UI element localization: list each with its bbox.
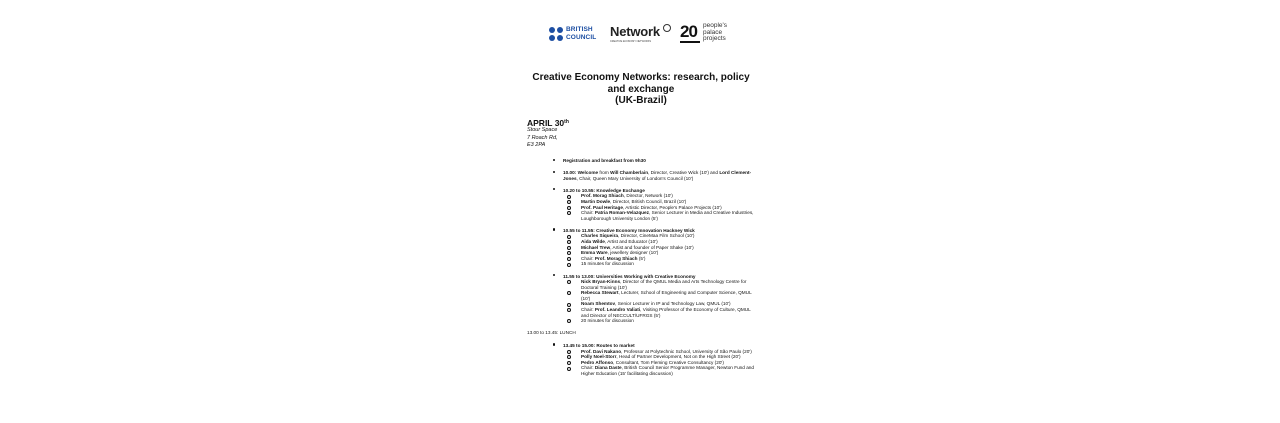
speaker-name: Diana Daste bbox=[594, 365, 622, 371]
speaker-name: Will Chamberlain bbox=[610, 170, 649, 176]
circle-bullet-icon bbox=[567, 257, 571, 261]
programme-welcome bbox=[527, 170, 757, 181]
speaker-name: Nick Bryan-Kinns bbox=[581, 279, 621, 285]
speaker-role: , Consultant, Tom Fleming Creative Consultancy (20') bbox=[613, 359, 724, 365]
speaker-item bbox=[563, 290, 754, 301]
circle-bullet-icon bbox=[567, 206, 571, 210]
circle-bullet-icon bbox=[567, 308, 571, 312]
title-line-3: (UK-Brazil) bbox=[615, 95, 667, 106]
session-speaker-list bbox=[563, 349, 754, 377]
speaker-item bbox=[563, 307, 754, 318]
speaker-role: , Director, CineMaa Film School (10') bbox=[618, 233, 695, 239]
session-heading: 13.45 to 15.00: Routes to market bbox=[563, 342, 635, 348]
circle-bullet-icon bbox=[567, 367, 571, 371]
circle-bullet-icon bbox=[567, 350, 571, 354]
circle-bullet-icon bbox=[567, 280, 571, 284]
circle-bullet-icon bbox=[567, 211, 571, 215]
speaker-role: , Head of Partner Development, Not on the High Street (20') bbox=[616, 354, 741, 360]
programme-session bbox=[527, 343, 757, 377]
british-council-logo bbox=[549, 26, 601, 42]
speaker-name: Prof. Morag Shiach bbox=[594, 255, 638, 261]
programme-registration bbox=[527, 158, 757, 164]
speaker-item bbox=[563, 365, 754, 376]
speaker-name: Aida Wilde bbox=[581, 239, 605, 245]
logo-bar bbox=[549, 22, 739, 46]
speaker-name: Noam Shemtov bbox=[581, 301, 616, 307]
chair-prefix: Chair: bbox=[581, 307, 595, 313]
venue-name: Stour Space bbox=[527, 127, 558, 133]
speaker-role: , British Council Senior Programme Manager, Newton Fund and Higher Education (15' facilitating discussion) bbox=[581, 365, 755, 376]
circle-bullet-icon bbox=[567, 263, 571, 267]
speaker-name: Prof. Paul Heritage bbox=[581, 204, 623, 210]
speaker-role: , Visiting Professor of the Economy of Culture, QMUL and Director of NECCULT/UFRGS (5') bbox=[581, 307, 751, 318]
speaker-role: , Artistic Director, People's Palace Projects (10') bbox=[622, 204, 722, 210]
session-heading: 11.55 to 13.00: Universities Working with Creative Economy bbox=[563, 273, 696, 279]
circle-bullet-icon bbox=[567, 291, 571, 295]
network-logo bbox=[610, 25, 672, 43]
circle-bullet-icon bbox=[567, 303, 571, 307]
programme-lunch: 13.00 to 13.45: LUNCH bbox=[527, 330, 576, 336]
session-speaker-list bbox=[563, 279, 754, 324]
speaker-role: , Lecturer, School of Engineering and Computer Science, QMUL (10') bbox=[581, 290, 752, 301]
circle-bullet-icon bbox=[567, 361, 571, 365]
peoples-palace-wordmark: people's palace projects bbox=[703, 22, 728, 42]
bullet-icon bbox=[553, 159, 555, 161]
speaker-name: Michael Trew bbox=[581, 244, 611, 250]
network-circle-icon bbox=[663, 24, 671, 32]
british-council-wordmark: BRITISH COUNCIL bbox=[566, 26, 597, 41]
circle-bullet-icon bbox=[567, 319, 571, 323]
speaker-role: , Artist and Educator (10') bbox=[604, 239, 658, 245]
welcome-text: from bbox=[598, 170, 611, 176]
speaker-role: , Professor at Polytechnic School, University of São Paulo (20') bbox=[621, 348, 752, 354]
speaker-role: , Artist and founder of Paper Shake (10') bbox=[610, 244, 694, 250]
welcome-text: , Director, Creative Wick (10') and bbox=[648, 170, 720, 176]
speaker-name: Pedro Affonso bbox=[581, 359, 614, 365]
speaker-item bbox=[563, 261, 754, 267]
session-speaker-list bbox=[563, 193, 754, 221]
document-title bbox=[522, 72, 760, 107]
bullet-icon bbox=[553, 274, 555, 276]
british-council-dots-icon bbox=[549, 27, 564, 42]
speaker-name: Prof. Leandro Valiati bbox=[594, 307, 641, 313]
event-date-suffix: th bbox=[564, 119, 569, 125]
circle-bullet-icon bbox=[567, 251, 571, 255]
programme-session bbox=[527, 188, 757, 222]
circle-bullet-icon bbox=[567, 195, 571, 199]
registration-text: Registration and breakfast from 9h30 bbox=[563, 158, 646, 163]
venue-street: 7 Roach Rd, bbox=[527, 134, 558, 141]
venue-postcode: E3 2PA bbox=[527, 142, 546, 148]
bullet-icon bbox=[553, 188, 555, 190]
chair-prefix: Chair: bbox=[581, 210, 595, 216]
speaker-item bbox=[563, 318, 754, 324]
chair-prefix: Chair: bbox=[581, 365, 595, 371]
speaker-name: Patria Roman-Velazquez bbox=[594, 210, 649, 216]
programme-session bbox=[527, 228, 757, 267]
speaker-name: Prof. Morag Shiach bbox=[581, 193, 624, 199]
peoples-palace-bar bbox=[680, 41, 700, 43]
bullet-icon bbox=[553, 171, 555, 173]
speaker-name: Rebecca Stewart bbox=[581, 290, 619, 296]
session-heading: 10.20 to 10.55: Knowledge Exchange bbox=[563, 187, 645, 193]
title-line-2: and exchange bbox=[607, 83, 675, 95]
speaker-name: Charles Siqueira bbox=[581, 233, 618, 239]
session-heading: 10.55 to 11.55: Creative Economy Innovation Hackney Wick bbox=[563, 227, 695, 233]
bullet-icon bbox=[553, 228, 555, 230]
event-date-text: APRIL 30 bbox=[527, 118, 565, 128]
circle-bullet-icon bbox=[567, 235, 571, 239]
speaker-role: 15 minutes for discussion bbox=[581, 261, 634, 267]
speaker-role: , Director of the QMUL Media and Arts Technology Centre for Doctoral Training (10') bbox=[581, 279, 747, 290]
peoples-palace-logo bbox=[680, 23, 738, 45]
title-line-1: Creative Economy Networks: research, policy bbox=[532, 72, 750, 83]
speaker-name: Martin Dowle bbox=[581, 198, 611, 204]
bullet-icon bbox=[553, 343, 555, 345]
speaker-name: Emma Ware bbox=[581, 250, 608, 256]
speaker-role: , Senior Lecturer in IP and Technology Law, QMUL (10') bbox=[615, 301, 731, 307]
speaker-role: , Senior Lecturer in Media and Creative Industries, Loughborough University London (5') bbox=[581, 210, 754, 221]
network-subtitle: CREATIVE ECONOMY NETWORKS bbox=[610, 40, 652, 43]
circle-bullet-icon bbox=[567, 246, 571, 250]
speaker-item bbox=[563, 210, 754, 221]
speaker-role: (5') bbox=[637, 255, 646, 261]
circle-bullet-icon bbox=[567, 355, 571, 359]
programme bbox=[527, 158, 757, 383]
circle-bullet-icon bbox=[567, 240, 571, 244]
speaker-role: , jewellery designer (10') bbox=[607, 250, 659, 256]
speaker-role: , Director, British Council, Brazil (10') bbox=[610, 198, 687, 204]
session-speaker-list bbox=[563, 233, 754, 267]
peoples-palace-number: 20 bbox=[680, 22, 697, 41]
welcome-text: , Chair, Queen Mary University of London's Council (10') bbox=[576, 175, 694, 181]
programme-session bbox=[527, 274, 757, 324]
network-wordmark: Network bbox=[610, 24, 660, 39]
welcome-time: 10.00: Welcome bbox=[563, 170, 599, 176]
speaker-role: 20 minutes for discussion bbox=[581, 318, 634, 324]
circle-bullet-icon bbox=[567, 200, 571, 204]
speaker-name: Lord Clement-Jones bbox=[563, 170, 752, 181]
speaker-item bbox=[563, 279, 754, 290]
speaker-name: Prof. Davi Nakano bbox=[581, 348, 622, 354]
speaker-name: Polly Noel-Storr bbox=[581, 354, 617, 360]
event-venue bbox=[527, 127, 558, 150]
speaker-role: , Director, Network (10') bbox=[623, 193, 673, 199]
chair-prefix: Chair: bbox=[581, 255, 595, 261]
